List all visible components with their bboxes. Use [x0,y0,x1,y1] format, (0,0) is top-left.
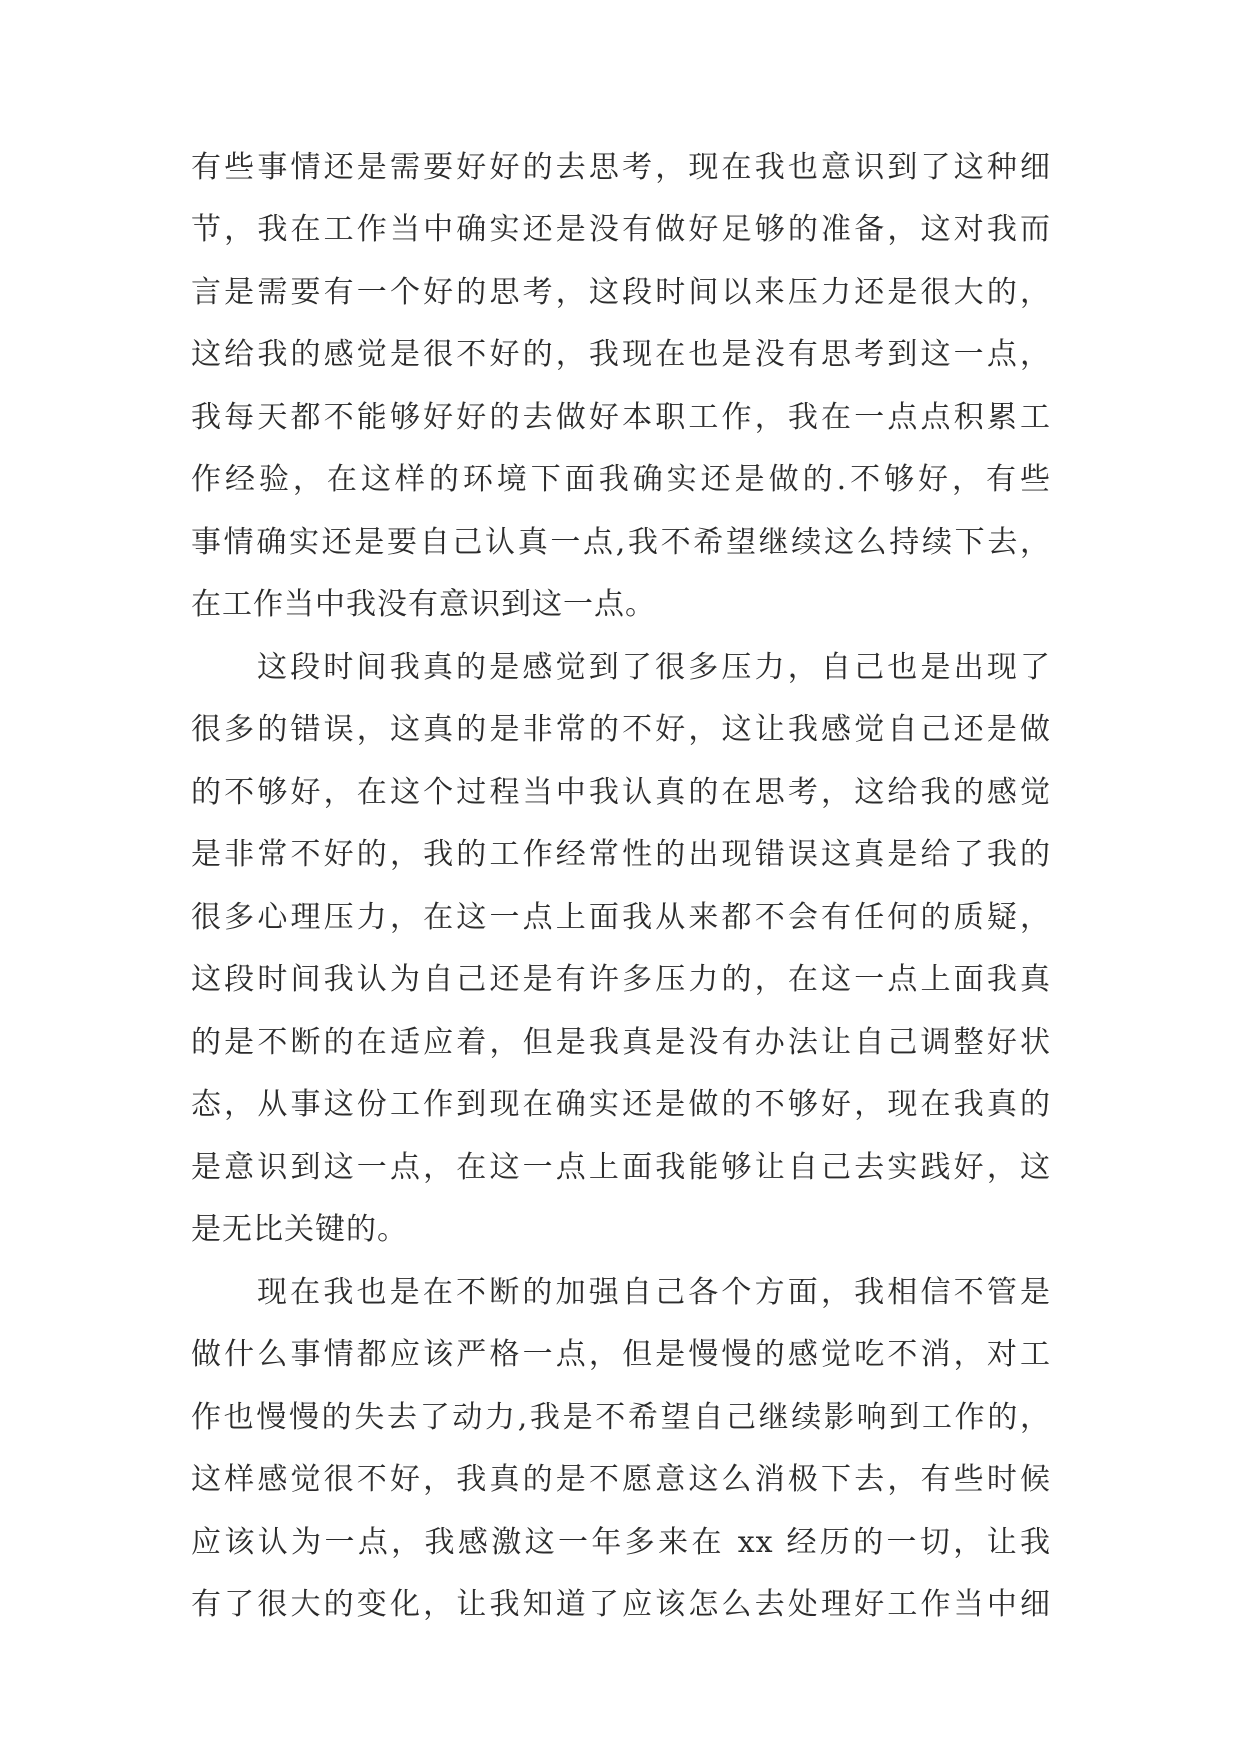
text-line: 应该认为一点，我感激这一年多来在 xx 经历的一切，让我 [191,1525,1051,1560]
text-line: 节，我在工作当中确实还是没有做好足够的准备，这对我而 [191,212,1051,247]
text-line: 有了很大的变化，让我知道了应该怎么去处理好工作当中细 [191,1587,1051,1622]
text-line: 做什么事情都应该严格一点，但是慢慢的感觉吃不消，对工 [191,1337,1051,1372]
text-line: 言是需要有一个好的思考，这段时间以来压力还是很大的， [191,275,1051,310]
text-line: 在工作当中我没有意识到这一点。 [191,587,656,622]
paragraph-first-line: 现在我也是在不断的加强自己各个方面，我相信不管是 [257,1275,1051,1310]
text-line: 的不够好，在这个过程当中我认真的在思考，这给我的感觉 [191,775,1051,810]
text-line: 很多的错误，这真的是非常的不好，这让我感觉自己还是做 [191,712,1051,747]
text-line: 态，从事这份工作到现在确实还是做的不够好，现在我真的 [191,1087,1051,1122]
paragraph-first-line: 这段时间我真的是感觉到了很多压力，自己也是出现了 [257,650,1051,685]
text-line: 是非常不好的，我的工作经常性的出现错误这真是给了我的 [191,837,1051,872]
text-line: 事情确实还是要自己认真一点,我不希望继续这么持续下去， [191,525,1051,560]
text-line: 有些事情还是需要好好的去思考，现在我也意识到了这种细 [191,150,1051,185]
text-line: 是无比关键的。 [191,1212,408,1247]
text-line: 我每天都不能够好好的去做好本职工作，我在一点点积累工 [191,400,1051,435]
text-line: 这给我的感觉是很不好的，我现在也是没有思考到这一点， [191,337,1051,372]
text-line: 的是不断的在适应着，但是我真是没有办法让自己调整好状 [191,1025,1051,1060]
text-line: 是意识到这一点，在这一点上面我能够让自己去实践好，这 [191,1150,1051,1185]
text-line: 作也慢慢的失去了动力,我是不希望自己继续影响到工作的， [191,1400,1051,1435]
text-line: 这段时间我认为自己还是有许多压力的，在这一点上面我真 [191,962,1051,997]
text-line: 很多心理压力，在这一点上面我从来都不会有任何的质疑， [191,900,1051,935]
text-line: 作经验，在这样的环境下面我确实还是做的.不够好，有些 [191,462,1051,497]
text-line: 这样感觉很不好，我真的是不愿意这么消极下去，有些时候 [191,1462,1051,1497]
